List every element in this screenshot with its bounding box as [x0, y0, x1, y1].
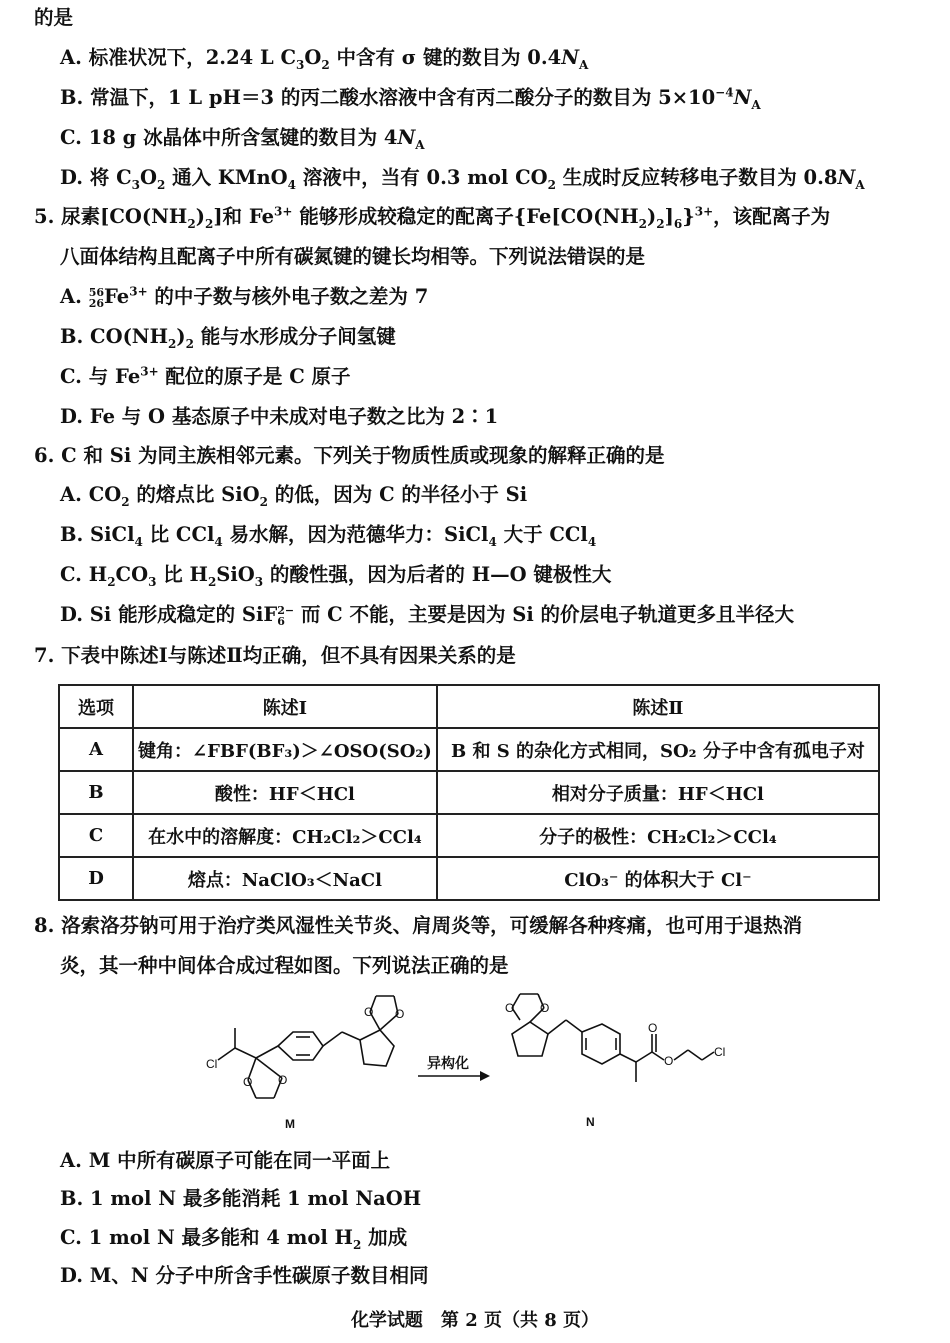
page-footer: 化学试题 第 2 页（共 8 页） [350, 1310, 600, 1331]
q4-option-d: D. 将 $C_3O_2$ 通入 KMnO$_4$ 溶液中，当有 0.3 mol $CO_2$ 生成时反应转移电子数目为 $0.8N_A$ [60, 166, 865, 192]
arrow-label: 异构化 [427, 1055, 469, 1071]
q4-option-a: A. 标准状况下，2.24 L $C_3O_2$ 中含有 σ 键的数目为 $0.4N_A$ [60, 46, 589, 72]
table-cell-statement2: 相对分子质量：HF＜HCl [437, 771, 879, 814]
oxygen-atom-label: O [505, 1001, 515, 1015]
table-cell-statement1: 在水中的溶解度：CH₂Cl₂＞CCl₄ [133, 814, 437, 857]
q4-option-b: B. 常温下，1 L pH＝3 的丙二酸水溶液中含有丙二酸分子的数目为 $5\times 10^{-4}N_A$ [60, 85, 761, 112]
table-cell-statement2: B 和 S 的杂化方式相同，SO₂ 分子中含有孤电子对 [437, 728, 879, 771]
label-m: M [285, 1117, 295, 1130]
q5-option-c: C. 与 $Fe^{3+}$ 配位的原子是 C 原子 [60, 364, 351, 388]
table-cell-statement1: 熔点：NaClO₃＜NaCl [133, 857, 437, 900]
table-cell-option: D [59, 857, 133, 900]
q8-option-a: A. M 中所有碳原子可能在同一平面上 [60, 1149, 391, 1172]
table-cell-statement2: 分子的极性：CH₂Cl₂＞CCl₄ [437, 814, 879, 857]
reaction-scheme [190, 990, 750, 1130]
reaction-arrow [418, 1055, 490, 1081]
table-cell-statement1: 酸性：HF＜HCl [133, 771, 437, 814]
chlorine-atom-label: Cl [206, 1057, 218, 1071]
q8-option-c: C. 1 mol N 最多能和 4 mol $H_2$ 加成 [60, 1226, 408, 1252]
table-row [59, 728, 879, 771]
q5-option-b: B. $CO(NH_2)_2$ 能与水形成分子间氢键 [60, 325, 396, 351]
label-n: N [586, 1115, 595, 1129]
table-cell-option: B [59, 771, 133, 814]
q6-option-b: B. SiCl$_4$ 比 CCl$_4$ 易水解，因为范德华力：SiCl$_4$ 大于 CCl$_4$ [60, 523, 597, 549]
oxygen-atom-label: O [243, 1075, 253, 1089]
table-row [59, 814, 879, 857]
table-cell-option: A [59, 728, 133, 771]
oxygen-atom-label: O [648, 1021, 658, 1035]
q6-stem: 6. C 和 Si 为同主族相邻元素。下列关于物质性质或现象的解释正确的是 [34, 444, 665, 467]
table-header-row [59, 685, 879, 728]
q7-stem: 7. 下表中陈述Ⅰ与陈述Ⅱ均正确，但不具有因果关系的是 [34, 644, 516, 667]
q5-option-a: A. 56 $26Fe^{3+}$ 的中子数与核外电子数之差为 7 [60, 284, 429, 310]
oxygen-atom-label: O [364, 1005, 374, 1019]
table-row [59, 771, 879, 814]
oxygen-atom-label: O [664, 1054, 674, 1068]
table-cell-option: C [59, 814, 133, 857]
q6-option-a: A. $CO_2$ 的熔点比 SiO$_2$ 的低，因为 C 的半径小于 Si [60, 483, 528, 509]
q8-option-b: B. 1 mol N 最多能消耗 1 mol NaOH [60, 1187, 422, 1210]
table-cell-statement1: 键角：∠FBF(BF₃)＞∠OSO(SO₂) [133, 728, 437, 771]
table-header-cell: 选项 [59, 685, 133, 728]
table-header-cell: 陈述Ⅰ [133, 685, 437, 728]
q8-stem-line1: 8. 洛索洛芬钠可用于治疗类风湿性关节炎、肩周炎等，可缓解各种疼痛，也可用于退热消 [34, 914, 803, 937]
oxygen-atom-label: O [278, 1073, 288, 1087]
chlorine-atom-label: Cl [714, 1045, 726, 1059]
q6-option-c: C. $H_2CO_3$ 比 $H_2SiO_3$ 的酸性强，因为后者的 H—O 键极性大 [60, 563, 612, 589]
q8-option-d: D. M、N 分子中所含手性碳原子数目相同 [60, 1264, 429, 1287]
table-cell-statement2: ClO₃⁻ 的体积大于 Cl⁻ [437, 857, 879, 900]
q7-table [58, 684, 880, 901]
q6-option-d: D. Si 能形成稳定的 SiF2− 6 而 C 不能，主要是因为 Si 的价层电子轨道更多且半径大 [60, 603, 795, 628]
q5-stem-line1: 5. 尿素$[CO(NH_2)_2]$和 $Fe^{3+}$ 能够形成较稳定的配离子$\{Fe[CO(NH_2)_2]_6\}^{3+}$，该配离子为 [34, 204, 831, 231]
q5-stem-line2: 八面体结构且配离子中所有碳氮键的键长均相等。下列说法错误的是 [60, 245, 646, 268]
oxygen-atom-label: O [540, 1001, 550, 1015]
table-header-cell: 陈述Ⅱ [437, 685, 879, 728]
q5-option-d: D. Fe 与 O 基态原子中未成对电子数之比为 2∶1 [60, 405, 499, 428]
table-row [59, 857, 879, 900]
q4-option-c: C. 18 g 冰晶体中所含氢键的数目为 $4N_A$ [60, 126, 425, 152]
q8-stem-line2: 炎，其一种中间体合成过程如图。下列说法正确的是 [60, 954, 509, 977]
q3-tail: 的是 [34, 6, 74, 29]
oxygen-atom-label: O [395, 1007, 405, 1021]
